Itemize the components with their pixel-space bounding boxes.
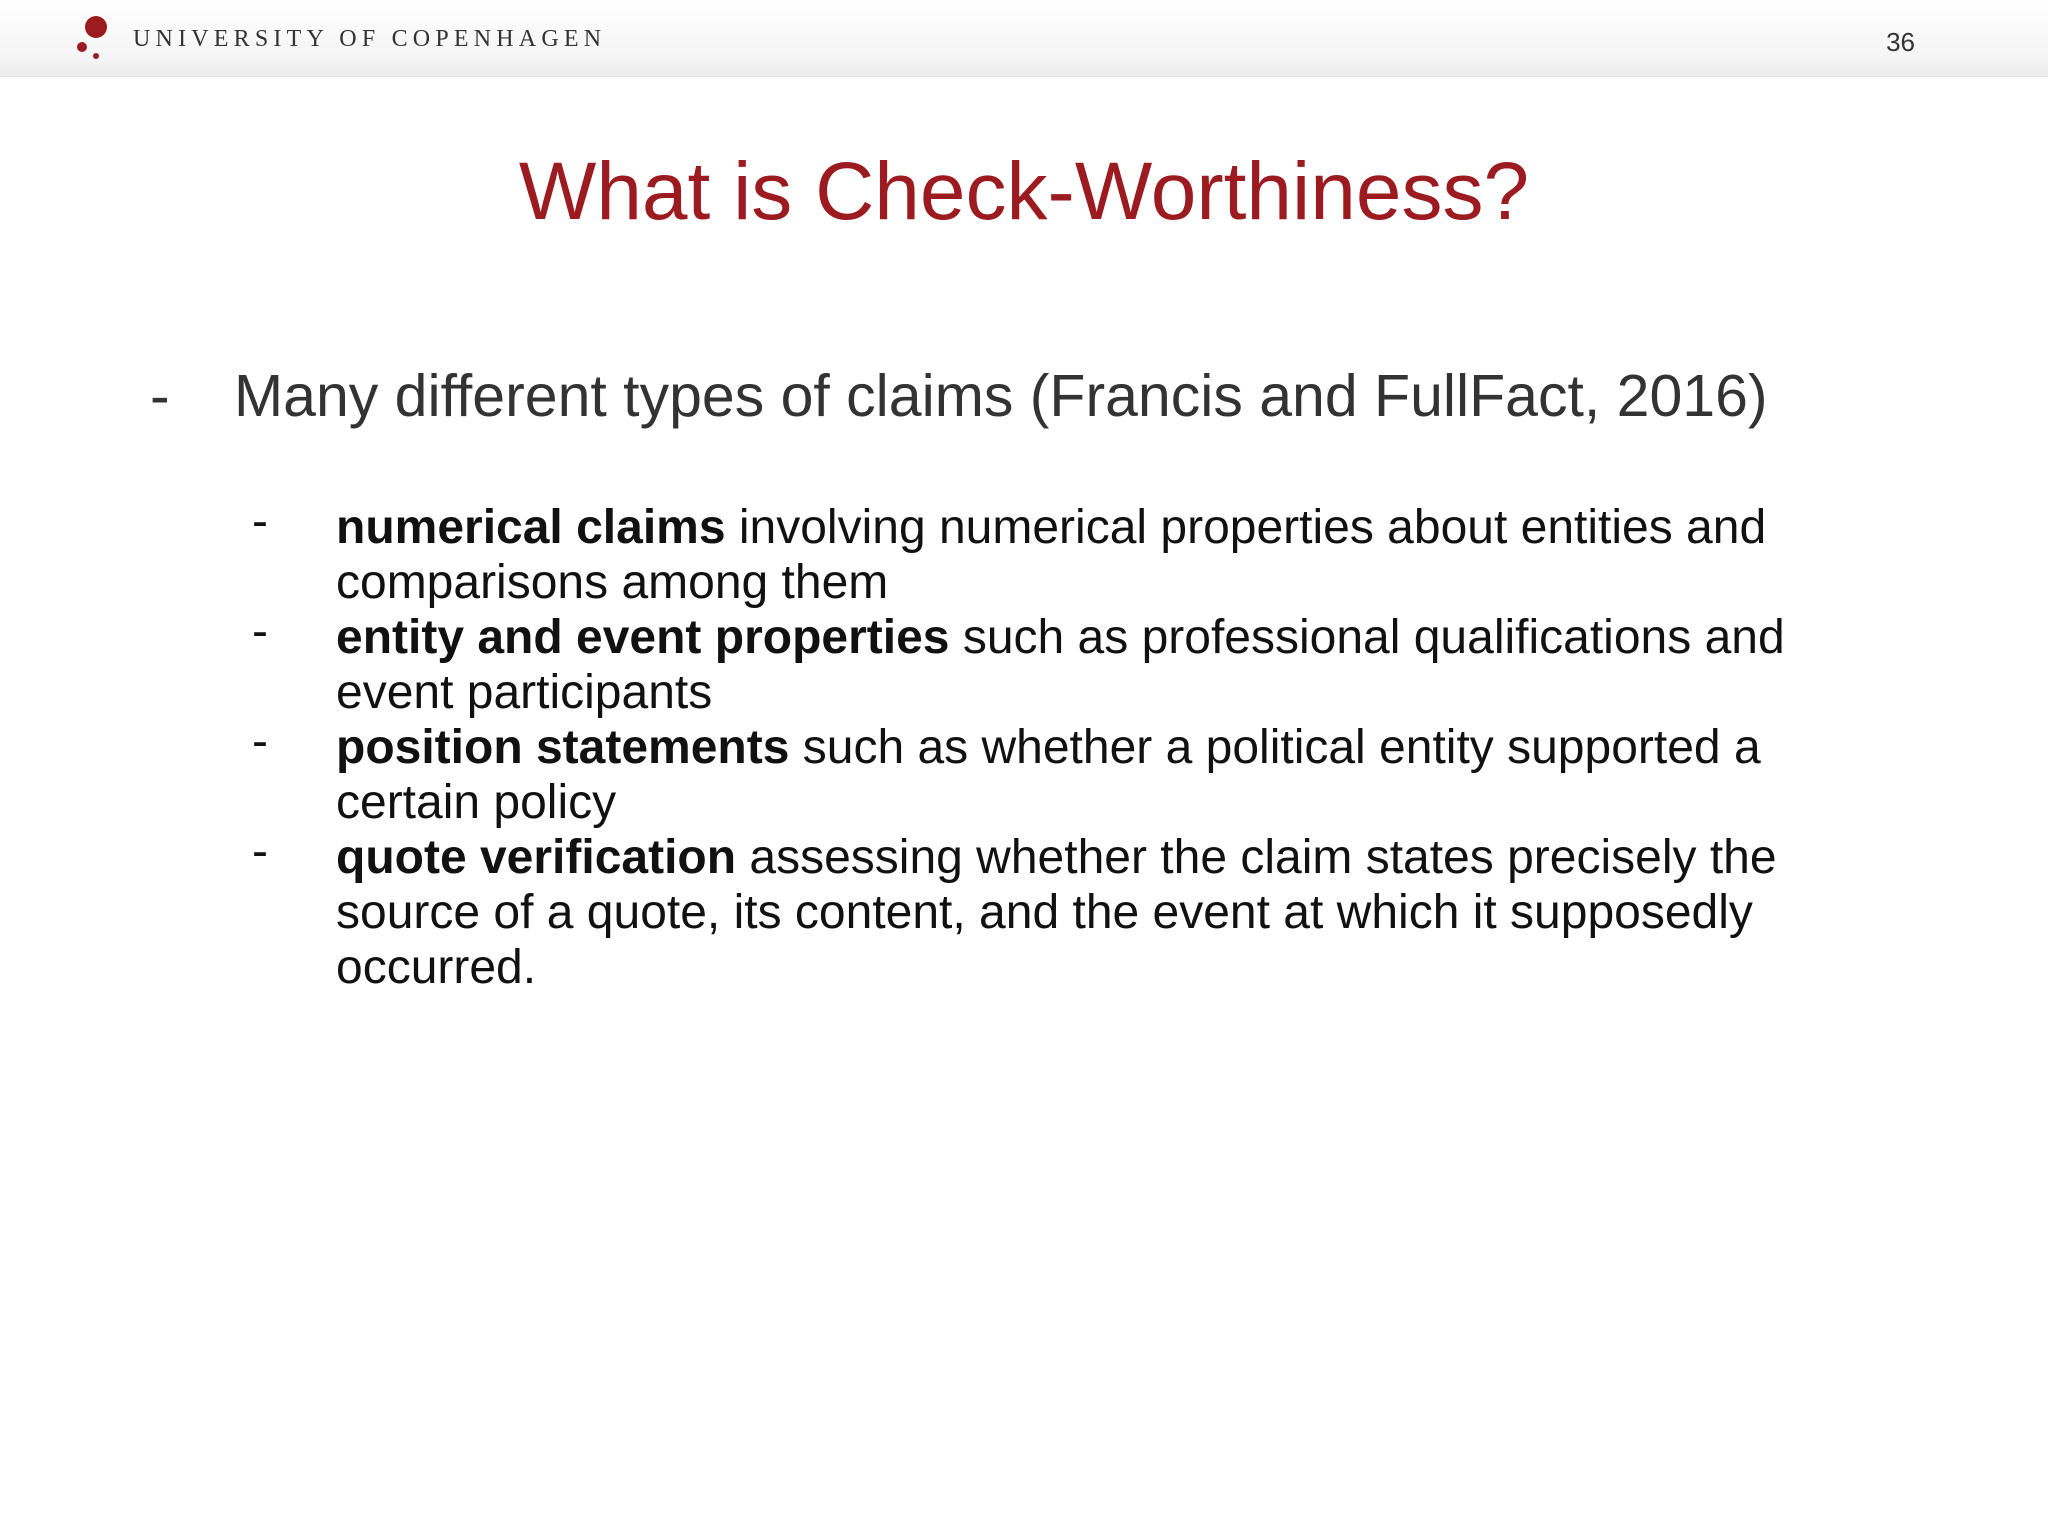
sub-bullet-position-statements (252, 715, 1952, 830)
bullet-main-text: Many different types of claims (Francis and FullFact, 2016) (234, 363, 1768, 429)
sub-bullet-term: quote verification (336, 831, 737, 884)
university-logo-icon (74, 14, 112, 62)
sub-bullet-description: assessing whether the claim states precisely the source of a quote, its content, and the event at which it supposedly occurred. (336, 831, 1777, 994)
sub-bullet-description: such as professional qualifications and event participants (336, 611, 1785, 719)
sub-bullet-description: such as whether a political entity supported a certain policy (336, 721, 1761, 829)
bullet-dash: - (150, 363, 170, 429)
sub-bullet-description: involving numerical properties about entities and comparisons among them (336, 501, 1767, 609)
sub-bullet-term: entity and event properties (336, 611, 950, 664)
sub-bullet-quote-verification (252, 825, 1952, 995)
header-bar (0, 0, 2048, 77)
sub-bullet-numerical-claims (252, 495, 1952, 610)
page-number: 36 (1886, 27, 1915, 57)
sub-bullet-term: numerical claims (336, 501, 726, 554)
bullet-dash: - (252, 825, 268, 878)
sub-bullet-term: position statements (336, 721, 790, 774)
bullet-dash: - (252, 605, 268, 658)
slide-title: What is Check-Worthiness? (518, 146, 1530, 237)
sub-bullet-list (252, 495, 1952, 995)
bullet-dash: - (252, 715, 268, 768)
sub-bullet-entity-event-properties (252, 605, 1952, 720)
university-name: UNIVERSITY OF COPENHAGEN (133, 26, 607, 52)
bullet-dash: - (252, 495, 268, 548)
